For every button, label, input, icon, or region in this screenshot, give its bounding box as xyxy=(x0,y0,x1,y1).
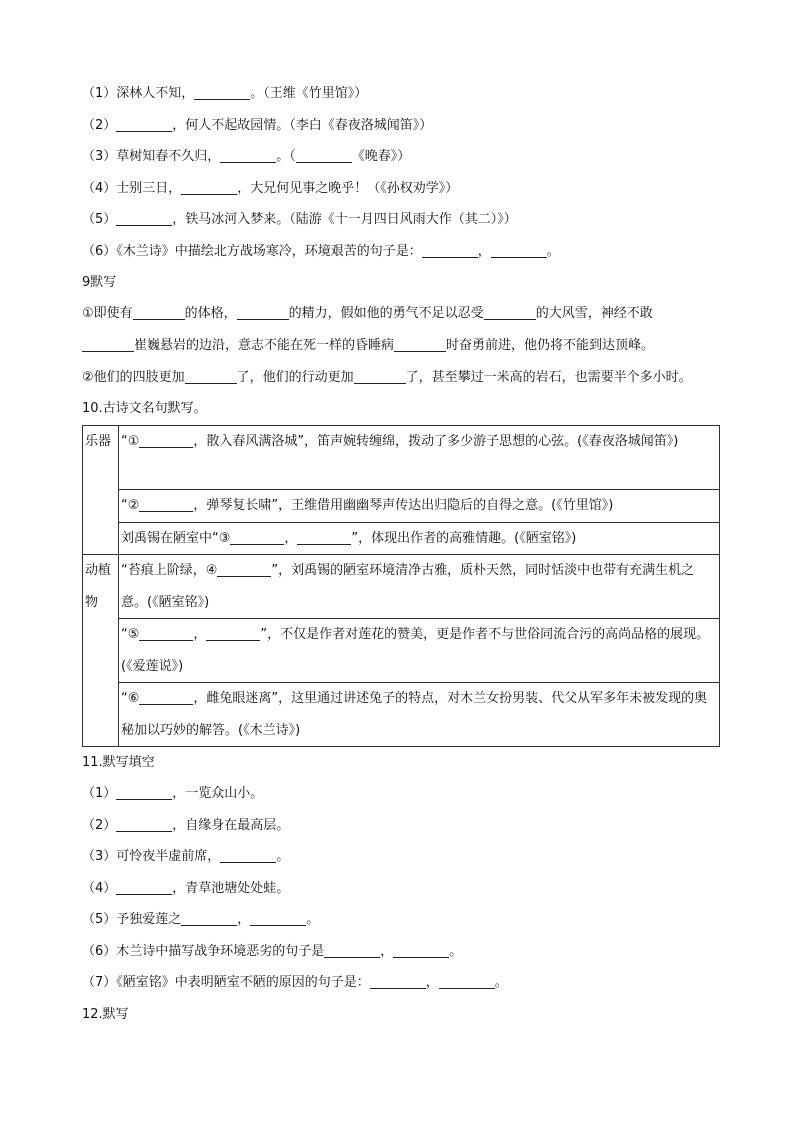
q11-item-5-post: 。 xyxy=(306,912,320,928)
q10-blank-5a[interactable] xyxy=(139,626,193,641)
q11-item-6 xyxy=(82,936,722,968)
q8-item-5-pre: （5） xyxy=(82,212,117,227)
q10-5-a: “⑤ xyxy=(121,627,140,643)
q11-item-5-blank-2[interactable] xyxy=(250,911,306,926)
q11-section xyxy=(82,747,722,999)
q10-4-b: ”，刘禹锡的陋室环境清净古雅，质朴天然，同时恬淡中也带有充满生机之意。(《陋室铭》) xyxy=(121,563,695,610)
q11-item-2-post: ，自缘身在最高层。 xyxy=(172,817,290,833)
q8-item-1 xyxy=(82,78,722,110)
q8-item-6-mid: ， xyxy=(477,243,491,259)
q9-p1-f: 时奋勇前进，他仍将不能到达顶峰。 xyxy=(446,337,655,353)
q8-item-2 xyxy=(82,110,722,142)
q11-item-1-pre: （1） xyxy=(82,786,117,802)
q11-item-6-pre: （6）木兰诗中描写战争环境恶劣的句子是 xyxy=(82,943,325,959)
q8-item-3 xyxy=(82,141,722,173)
q8-item-6 xyxy=(82,236,722,268)
q9-p1-blank-4[interactable] xyxy=(82,337,134,352)
q11-item-4 xyxy=(82,873,722,905)
q10-6-b: ，雌兔眼迷离”，这里通过讲述兔子的特点，对木兰女扮男装、代父从军多年未被发现的奥秘加以巧妙的解答。(《木兰诗》) xyxy=(121,691,708,738)
q11-item-1-blank[interactable] xyxy=(116,785,172,800)
q8-item-4 xyxy=(82,173,722,205)
q11-item-2-blank[interactable] xyxy=(116,817,172,832)
q8-item-2-blank[interactable] xyxy=(116,117,172,132)
table-cell xyxy=(119,490,720,523)
q8-item-4-blank[interactable] xyxy=(181,180,237,195)
table-cell xyxy=(119,555,720,619)
table-row xyxy=(83,619,720,683)
q8-item-3-post: 。（ xyxy=(276,149,296,164)
q10-blank-1[interactable] xyxy=(139,433,193,448)
q8-item-1-post: 。（王维《竹里馆》） xyxy=(250,86,368,101)
q11-item-3 xyxy=(82,841,722,873)
q11-item-7-blank-2[interactable] xyxy=(439,974,495,989)
q11-item-7-post: 。 xyxy=(494,975,508,991)
q10-section xyxy=(82,393,722,747)
q9-p2-b: 了，他们的行动更加 xyxy=(236,369,354,385)
table-cell xyxy=(119,683,720,747)
q8-item-3-blank-2[interactable] xyxy=(296,148,352,163)
q9-p1-b: 的体格， xyxy=(184,306,237,321)
q8-item-2-post: ，何人不起故园情。（李白《春夜洛城闻笛》） xyxy=(172,117,433,133)
q10-table xyxy=(82,425,720,747)
q9-p2-blank-2[interactable] xyxy=(354,369,406,384)
q10-1-a: “① xyxy=(121,434,140,450)
q8-item-4-post: ，大兄何见事之晚乎！（《孙权劝学》） xyxy=(237,180,459,196)
q11-item-7-blank-1[interactable] xyxy=(370,974,426,989)
q8-item-6-blank-2[interactable] xyxy=(491,243,547,258)
q8-item-3-blank-1[interactable] xyxy=(220,148,276,163)
q10-2-b: ，弹琴复长啸”，王维借用幽幽琴声传达出归隐后的自得之意。(《竹里馆》) xyxy=(193,498,614,514)
q9-p1-a: ①即使有 xyxy=(82,306,133,321)
q9-p1-blank-1[interactable] xyxy=(133,305,185,320)
q10-5-b: ”，不仅是作者对莲花的赞美，更是作者不与世俗同流合污的高尚品格的展现。(《爱莲说》) xyxy=(121,627,710,674)
q9-p1-d: 的大风雪，神经不敢 xyxy=(535,306,653,321)
q10-title: 10.古诗文名句默写。 xyxy=(82,401,207,417)
q10-blank-2[interactable] xyxy=(139,497,193,512)
q10-blank-6[interactable] xyxy=(139,690,193,705)
q9-section xyxy=(82,267,722,393)
q10-2-a: “② xyxy=(121,498,140,514)
q11-item-1-post: ，一览众山小。 xyxy=(172,786,264,802)
worksheet-page xyxy=(82,78,722,1030)
q11-item-4-blank[interactable] xyxy=(116,880,172,895)
q11-item-7 xyxy=(82,967,722,999)
q11-item-4-pre: （4） xyxy=(82,880,117,896)
q10-5-mid: ， xyxy=(193,627,207,643)
q9-paragraph-2 xyxy=(82,362,722,394)
q11-item-5-mid: ， xyxy=(237,912,251,928)
q12-title: 12.默写 xyxy=(82,1006,129,1022)
q8-item-2-pre: （2） xyxy=(82,117,117,133)
q10-3-mid: ， xyxy=(284,530,298,546)
q9-p1-blank-5[interactable] xyxy=(394,337,446,352)
q10-blank-5b[interactable] xyxy=(206,626,260,641)
q9-paragraph-1 xyxy=(82,298,722,362)
q11-item-3-post: 。 xyxy=(276,849,290,865)
table-cell xyxy=(119,619,720,683)
q9-p1-c: 的精力，假如他的勇气不足以忍受 xyxy=(288,306,484,321)
q11-item-5-pre: （5）予独爱莲之 xyxy=(82,912,182,928)
q11-item-2 xyxy=(82,810,722,842)
table-row xyxy=(83,490,720,523)
q8-item-5 xyxy=(82,204,722,236)
q11-item-3-blank[interactable] xyxy=(220,848,276,863)
q10-6-a: “⑥ xyxy=(121,691,140,707)
q11-item-6-post: 。 xyxy=(449,943,463,959)
q11-item-6-blank-2[interactable] xyxy=(393,943,449,958)
q8-item-4-pre: （4）士别三日， xyxy=(82,180,182,196)
q8-item-3-post2: 《晚春》） xyxy=(351,149,411,164)
q8-item-6-post: 。 xyxy=(546,243,560,259)
q9-p2-blank-1[interactable] xyxy=(185,369,237,384)
q11-item-4-post: ，青草池塘处处蛙。 xyxy=(172,880,290,896)
q8-section xyxy=(82,78,722,267)
q9-p1-blank-3[interactable] xyxy=(484,305,536,320)
table-row xyxy=(83,426,720,490)
table-row xyxy=(83,555,720,619)
q11-item-6-mid: ， xyxy=(380,943,394,959)
q10-4-a: “苔痕上阶绿，④ xyxy=(121,563,218,579)
q10-3-b: ”，体现出作者的高雅情趣。(《陋室铭》) xyxy=(351,530,577,546)
q11-item-1 xyxy=(82,778,722,810)
q11-item-5 xyxy=(82,904,722,936)
q12-section xyxy=(82,999,722,1030)
q11-item-5-blank-1[interactable] xyxy=(181,911,237,926)
q10-blank-3b[interactable] xyxy=(297,530,351,545)
q9-p1-blank-2[interactable] xyxy=(237,305,289,320)
q8-item-5-post: ，铁马冰河入梦来。（陆游《十一月四日风雨大作（其二）》） xyxy=(172,212,517,227)
q8-item-3-pre: （3）草树知春不久归， xyxy=(82,149,221,164)
table-cell xyxy=(119,426,720,490)
q11-item-7-pre: （7）《陋室铭》中表明陋室不陋的原因的句子是： xyxy=(82,975,370,991)
q8-item-6-pre: （6）《木兰诗》中描绘北方战场寒冷，环境艰苦的句子是： xyxy=(82,243,422,259)
q8-item-6-blank-1[interactable] xyxy=(422,243,478,258)
q10-1-b: ，散入春风满洛城”，笛声婉转缠绵，拨动了多少游子思想的心弦。(《春夜洛城闻笛》) xyxy=(193,434,679,450)
q11-item-2-pre: （2） xyxy=(82,817,117,833)
table-row xyxy=(83,683,720,747)
q11-item-6-blank-1[interactable] xyxy=(324,943,380,958)
q11-item-7-mid: ， xyxy=(425,975,439,991)
q11-item-3-pre: （3）可怜夜半虚前席， xyxy=(82,849,221,865)
table-row xyxy=(83,522,720,555)
q9-title: 9默写 xyxy=(82,275,117,290)
q10-3-a: 刘禹锡在陋室中“③ xyxy=(121,530,231,546)
q9-p2-c: 了，甚至攀过一米高的岩石，也需要半个多小时。 xyxy=(405,369,692,385)
q8-item-5-blank[interactable] xyxy=(116,211,172,226)
q10-blank-3a[interactable] xyxy=(230,530,284,545)
q11-title: 11.默写填空 xyxy=(82,755,155,771)
category-cell-flora-fauna: 动植物 xyxy=(83,555,119,747)
category-cell-instruments: 乐器 xyxy=(83,426,119,555)
q9-p1-e: 崔巍悬岩的边沿，意志不能在死一样的昏睡病 xyxy=(134,337,395,353)
table-cell xyxy=(119,522,720,555)
q8-item-1-pre: （1）深林人不知， xyxy=(82,86,195,101)
q10-blank-4[interactable] xyxy=(217,562,271,577)
q9-p2-a: ②他们的四肢更加 xyxy=(82,369,185,385)
q8-item-1-blank[interactable] xyxy=(194,85,250,100)
